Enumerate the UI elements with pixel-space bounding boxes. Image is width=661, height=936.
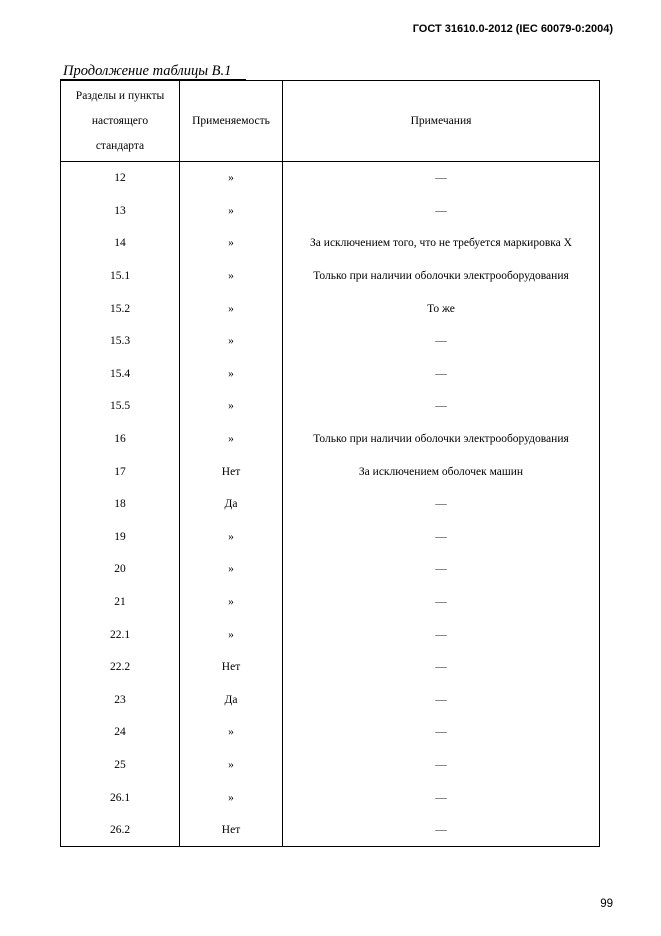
cell-applicability: »: [180, 260, 283, 293]
cell-applicability: »: [180, 716, 283, 749]
cell-note: —: [283, 162, 600, 195]
cell-note: —: [283, 521, 600, 554]
table-row: [61, 618, 600, 651]
table-row: [61, 423, 600, 456]
cell-section: 20: [61, 553, 180, 586]
cell-note: —: [283, 390, 600, 423]
cell-applicability: »: [180, 586, 283, 619]
cell-applicability: Нет: [180, 651, 283, 684]
table-row: [61, 162, 600, 195]
table-row: [61, 749, 600, 782]
table-row: [61, 651, 600, 684]
cell-section: 21: [61, 586, 180, 619]
cell-section: 18: [61, 488, 180, 521]
cell-note: —: [283, 781, 600, 814]
cell-section: 23: [61, 684, 180, 717]
cell-applicability: »: [180, 618, 283, 651]
column-header-sections: Разделы и пункты настоящего стандарта: [61, 81, 180, 162]
table-row: [61, 260, 600, 293]
cell-note: —: [283, 553, 600, 586]
column-header-applicability: Применяемость: [180, 81, 283, 162]
cell-section: 15.5: [61, 390, 180, 423]
cell-note: —: [283, 618, 600, 651]
cell-note: —: [283, 358, 600, 391]
cell-note: Только при наличии оболочки электрооборудования: [283, 423, 600, 456]
cell-applicability: Да: [180, 488, 283, 521]
cell-section: 22.1: [61, 618, 180, 651]
cell-section: 26.2: [61, 814, 180, 847]
cell-section: 14: [61, 227, 180, 260]
cell-section: 24: [61, 716, 180, 749]
table-header-row: [61, 81, 600, 162]
table-row: [61, 488, 600, 521]
cell-note: За исключением оболочек машин: [283, 455, 600, 488]
cell-note: За исключением того, что не требуется маркировка X: [283, 227, 600, 260]
cell-applicability: »: [180, 325, 283, 358]
cell-applicability: »: [180, 423, 283, 456]
table-row: [61, 227, 600, 260]
cell-note: —: [283, 586, 600, 619]
cell-applicability: »: [180, 358, 283, 391]
cell-note: —: [283, 651, 600, 684]
cell-note: —: [283, 716, 600, 749]
table-row: [61, 390, 600, 423]
cell-applicability: »: [180, 553, 283, 586]
cell-note: —: [283, 325, 600, 358]
cell-applicability: Да: [180, 684, 283, 717]
cell-applicability: »: [180, 749, 283, 782]
cell-applicability: »: [180, 227, 283, 260]
cell-applicability: »: [180, 195, 283, 228]
table-row: [61, 716, 600, 749]
page-number: 99: [600, 898, 613, 910]
cell-note: —: [283, 488, 600, 521]
table-body: [61, 162, 600, 847]
cell-section: 15.3: [61, 325, 180, 358]
cell-note: —: [283, 814, 600, 847]
cell-applicability: »: [180, 781, 283, 814]
cell-section: 15.2: [61, 292, 180, 325]
table-row: [61, 195, 600, 228]
cell-section: 15.4: [61, 358, 180, 391]
cell-note: То же: [283, 292, 600, 325]
cell-section: 22.2: [61, 651, 180, 684]
cell-section: 17: [61, 455, 180, 488]
cell-note: —: [283, 195, 600, 228]
cell-section: 26.1: [61, 781, 180, 814]
table-row: [61, 325, 600, 358]
table-row: [61, 358, 600, 391]
cell-note: —: [283, 749, 600, 782]
document-standard-header: ГОСТ 31610.0-2012 (IEC 60079-0:2004): [412, 23, 613, 35]
cell-applicability: »: [180, 162, 283, 195]
cell-section: 13: [61, 195, 180, 228]
table-row: [61, 455, 600, 488]
cell-section: 12: [61, 162, 180, 195]
cell-applicability: Нет: [180, 814, 283, 847]
cell-section: 25: [61, 749, 180, 782]
cell-applicability: »: [180, 292, 283, 325]
table-row: [61, 684, 600, 717]
table-row: [61, 781, 600, 814]
cell-applicability: »: [180, 521, 283, 554]
cell-applicability: Нет: [180, 455, 283, 488]
cell-note: —: [283, 684, 600, 717]
table-caption: Продолжение таблицы В.1: [63, 63, 232, 79]
cell-section: 16: [61, 423, 180, 456]
table-row: [61, 586, 600, 619]
applicability-table: [60, 80, 600, 847]
column-header-notes: Примечания: [283, 81, 600, 162]
table-row: [61, 553, 600, 586]
table-row: [61, 521, 600, 554]
table-row: [61, 292, 600, 325]
cell-note: Только при наличии оболочки электрооборудования: [283, 260, 600, 293]
table-row: [61, 814, 600, 847]
cell-applicability: »: [180, 390, 283, 423]
cell-section: 15.1: [61, 260, 180, 293]
cell-section: 19: [61, 521, 180, 554]
